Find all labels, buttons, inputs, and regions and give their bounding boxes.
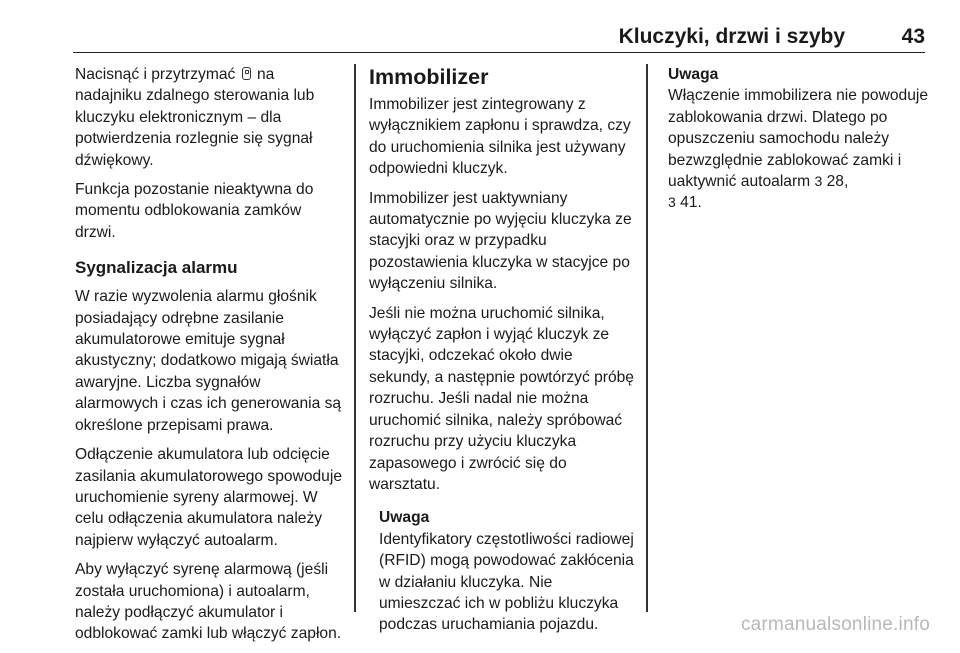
lock-key-icon — [242, 67, 251, 80]
paragraph: Funkcja pozostanie nieaktywna do momentu odblokowania zamków drzwi. — [75, 181, 314, 241]
page-title: Kluczyki, drzwi i szyby — [618, 25, 845, 48]
paragraph: W razie wyzwolenia alarmu głośnik posiadający odrębne zasilanie akumulatorowe emituje sygnał akustyczny; dodatkowo migają światła awaryjne. Liczba sygnałów alarmowych i czas ich generowania są określone przepisami prawa. — [75, 288, 342, 434]
page-reference[interactable]: 41 — [680, 194, 698, 212]
page-header — [73, 0, 925, 53]
note-box — [668, 64, 930, 214]
paragraph: Aby wyłączyć syrenę alarmową (jeśli została uruchomiona) i autoalarm, należy podłączyć akumulator i odblokować zamki lub włączyć zapłon. — [75, 561, 342, 643]
column-divider — [354, 64, 356, 612]
paragraph: Immobilizer jest zintegrowany z wyłącznikiem zapłonu i sprawdza, czy do uruchomienia silnika jest używany odpowiedni kluczyk. — [369, 96, 631, 178]
column-right — [668, 64, 930, 214]
paragraph: Nacisnąć i przytrzymać na nadajniku zdalnego sterowania lub kluczyku elektronicznym – dla potwierdzenia rozlegnie się sygnał dźwiękowy. — [75, 66, 315, 169]
note-text: Identyfikatory częstotliwości radiowej (RFID) mogą powodować zakłócenia w działaniu kluczyka. Nie umieszczać ich w pobliżu kluczyka podczas uruchamiania pojazdu. — [379, 530, 634, 634]
paragraph: Jeśli nie można uruchomić silnika, wyłączyć zapłon i wyjąć kluczyk ze stacyjki, odczekać około dwie sekundy, a następnie powtórzyć próbę rozruchu. Jeśli nadal nie można uruchomić silnika, należy spróbować rozruchu przy użyciu kluczyka zapasowego i zwrócić się do warsztatu. — [369, 304, 634, 493]
page-reference-arrow-icon: 3 — [814, 173, 823, 190]
paragraph: Odłączenie akumulatora lub odcięcie zasilania akumulatorowego spowoduje uruchomienie syreny alarmowej. W celu odłączenia akumulatora należy najpierw wyłączyć autoalarm. — [75, 446, 342, 549]
page-reference-arrow-icon: 3 — [668, 194, 676, 211]
note-title: Uwaga — [379, 509, 430, 527]
section-heading-alarm: Sygnalizacja alarmu — [75, 258, 238, 278]
watermark: carmanualsonline.info — [740, 614, 930, 635]
column-left — [75, 64, 345, 653]
page-number: 43 — [901, 25, 925, 48]
column-divider — [646, 64, 648, 612]
note-box — [379, 507, 637, 635]
note-text: Włączenie immobilizera nie powoduje zablokowania drzwi. Dlatego po opuszczeniu samochodu należy bezwzględnie zablokować zamki i uaktywnić autoalarm 3 28, 3 41. — [668, 87, 929, 212]
column-middle — [369, 64, 637, 636]
note-title: Uwaga — [668, 66, 719, 83]
page-reference[interactable]: 28 — [826, 173, 844, 191]
section-heading-immobilizer: Immobilizer — [369, 65, 489, 89]
paragraph: Immobilizer jest uaktywniany automatycznie po wyjęciu kluczyka ze stacyjki oraz w przypadku pozostawienia kluczyka w stacyjce po wyłączeniu silnika. — [369, 189, 632, 293]
